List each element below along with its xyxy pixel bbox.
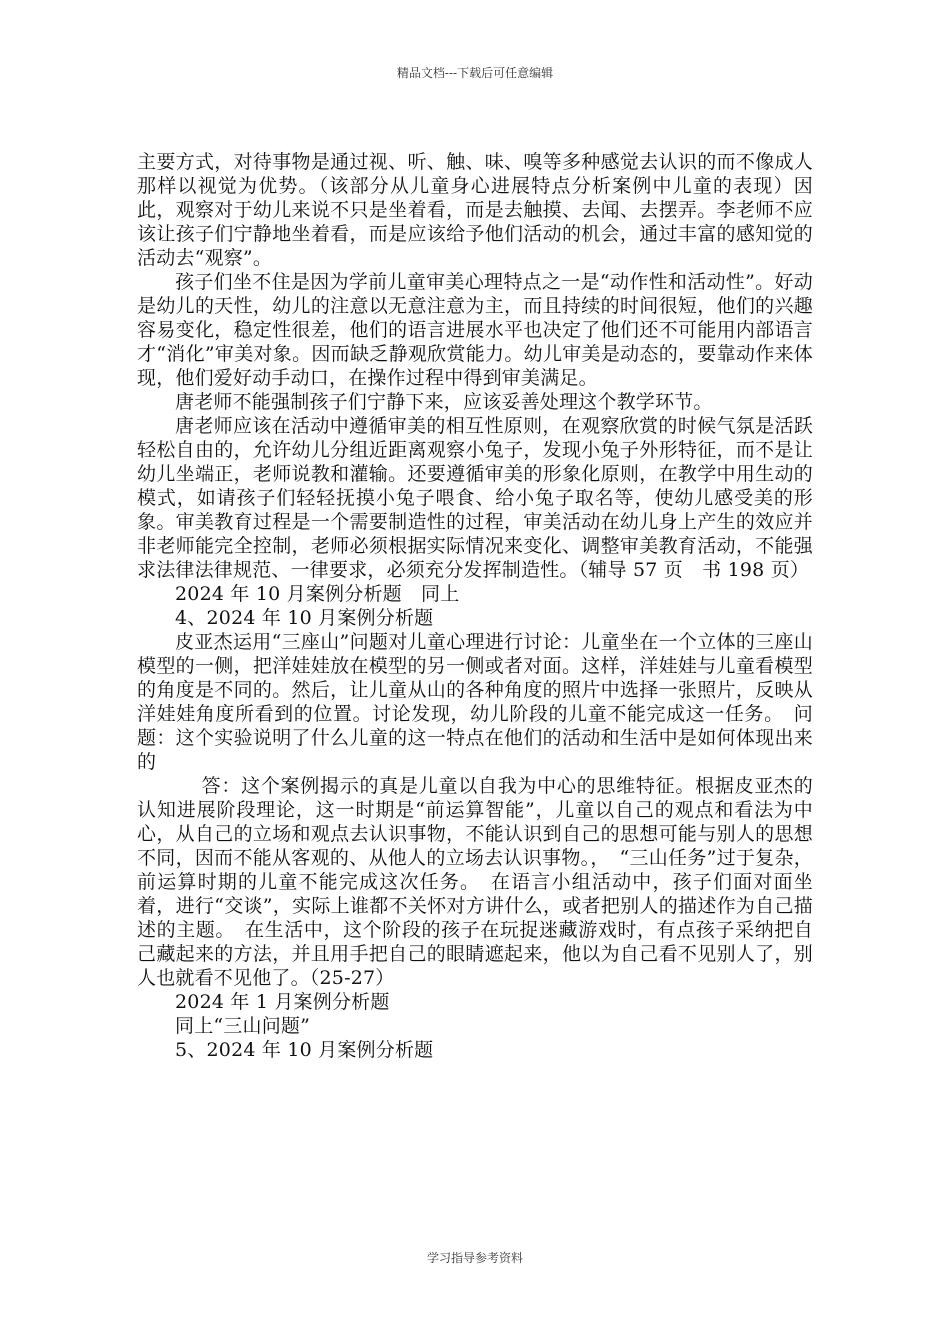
section-heading-5: 5、2024 年 10 月案例分析题: [175, 1039, 434, 1061]
section-heading-4: 4、2024 年 10 月案例分析题: [175, 607, 434, 629]
paragraph-3: 唐老师不能强制孩子们宁静下来，应该妥善处理这个教学环节。: [175, 391, 713, 413]
paragraph-1: 主要方式，对待事物是通过视、听、触、味、嗅等多种感觉去认识的而不像成人那样以视觉为优势。（该部分从儿童身心进展特点分析案例中儿童的表现）因此，观察对于幼儿来说不只是坐着看，而是去触摸、去闻、去摆弄。李老师不应该让孩子们宁静地坐着看，而是应该给予他们活动的机会，通过丰富的感知觉的活动去“观察”。: [137, 151, 813, 269]
document-body: [137, 150, 813, 1062]
paragraph-5: 2024 年 10 月案例分析题 同上: [175, 583, 460, 605]
paragraph-jan: 2024 年 1 月案例分析题: [175, 991, 390, 1013]
case-description: 皮亚杰运用“三座山”问题对儿童心理进行讨论：儿童坐在一个立体的三座山模型的一侧，把洋娃娃放在模型的另一侧或者对面。这样，洋娃娃与儿童看模型的角度是不同的。然后，让儿童从山的各种角度的照片中选择一张照片，反映从洋娃娃角度所看到的位置。讨论发现，幼儿阶段的儿童不能完成这一任务。 问题：这个实验说明了什么儿童的这一特点在他们的活动和生活中是如何体现出来的: [137, 631, 813, 773]
paragraph-4: 唐老师应该在活动中遵循审美的相互性原则，在观察欣赏的时候气氛是活跃轻松自由的，允许幼儿分组近距离观察小兔子，发现小兔子外形特征，而不是让幼儿坐端正，老师说教和灌输。还要遵循审美的形象化原则，在教学中用生动的模式，如请孩子们轻轻抚摸小兔子喂食、给小兔子取名等，使幼儿感受美的形象。审美教育过程是一个需要制造性的过程，审美活动在幼儿身上产生的效应并非老师能完全控制，老师必须根据实际情况来变化、调整审美教育活动，不能强求法律法律规范、一律要求，必须充分发挥制造性。（辅导 57 页 书 198 页）: [137, 415, 813, 581]
paragraph-same: 同上“三山问题”: [175, 1015, 311, 1037]
page-footer: 学习指导参考资料: [426, 1251, 523, 1265]
page-header: 精品文档---下载后可任意编辑: [396, 66, 554, 80]
paragraph-2: 孩子们坐不住是因为学前儿童审美心理特点之一是“动作性和活动性”。好动是幼儿的天性，幼儿的注意以无意注意为主，而且持续的时间很短，他们的兴趣容易变化，稳定性很差，他们的语言进展水平也决定了他们还不可能用内部语言才“消化”审美对象。因而缺乏静观欣赏能力。幼儿审美是动态的，要靠动作来体现，他们爱好动手动口，在操作过程中得到审美满足。: [137, 271, 813, 389]
answer-paragraph: 答：这个案例揭示的真是儿童以自我为中心的思维特征。根据皮亚杰的认知进展阶段理论，这一时期是“前运算智能”，儿童以自己的观点和看法为中心，从自己的立场和观点去认识事物，不能认识到自己的思想可能与别人的思想不同，因而不能从客观的、从他人的立场去认识事物。， “三山任务”过于复杂，前运算时期的儿童不能完成这次任务。 在语言小组活动中，孩子们面对面坐着，进行“交谈”，实际上谁都不关怀对方讲什么，或者把别人的描述作为自己描述的主题。 在生活中，这个阶段的孩子在玩捉迷藏游戏时，有点孩子采纳把自己藏起来的方法，并且用手把自己的眼睛遮起来，他以为自己看不见别人了，别人也就看不见他了。（25-27）: [137, 775, 813, 989]
